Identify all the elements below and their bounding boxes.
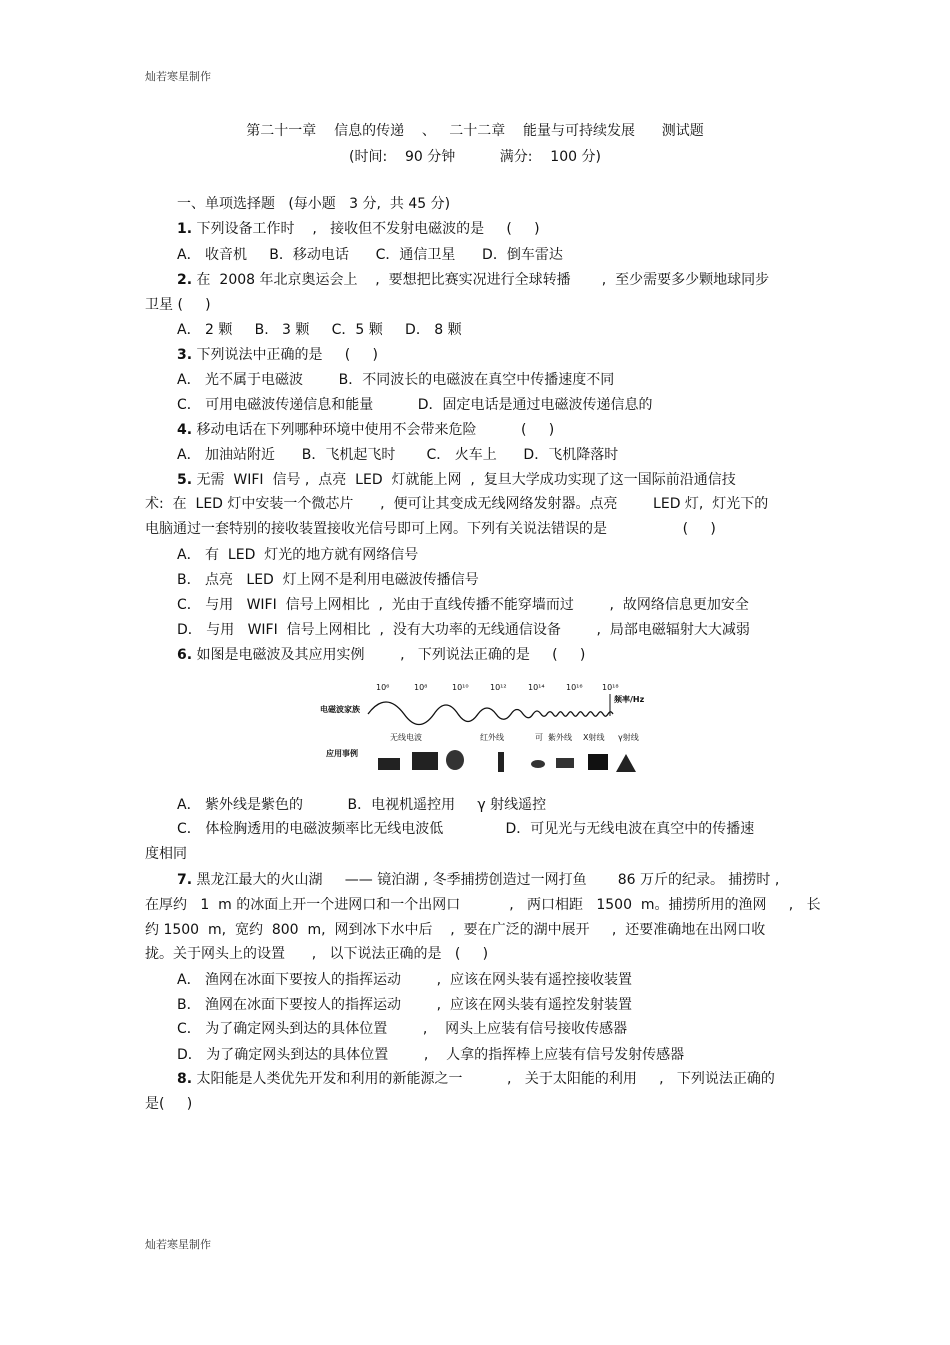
question-stem: 移动电话在下列哪种环境中使用不会带来危险 ( ) xyxy=(192,422,555,438)
question-6 xyxy=(177,646,585,664)
page-footer: 灿若寒星制作 xyxy=(145,1238,211,1251)
question-2-options: A． 2 颗 B. 3 颗 C．5 颗 D． 8 颗 xyxy=(177,322,462,338)
freq-label-6: 10¹⁶ xyxy=(566,683,583,692)
freq-label-1: 10⁶ xyxy=(376,683,390,692)
em-spectrum-diagram xyxy=(318,676,658,780)
question-1 xyxy=(177,220,540,238)
band-ir-label: 红外线 xyxy=(480,733,504,742)
question-number: 4. xyxy=(177,422,193,438)
question-stem: 下列设备工作时 , 接收但不发射电磁波的是 ( ) xyxy=(192,221,540,237)
question-8-stem-cont: 是( ) xyxy=(145,1096,193,1112)
question-7 xyxy=(177,871,779,889)
freq-label-4: 10¹² xyxy=(490,683,507,692)
question-5-stem-cont: 术: 在 LED 灯中安装一个微芯片 , 便可让其变成无线网络发射器。点亮 LED 灯, 灯光下的 xyxy=(145,496,769,512)
question-5-option-a: A． 有 LED 灯光的地方就有网络信号 xyxy=(177,547,419,563)
question-7-option-b: B． 渔网在冰面下要按人的指挥运动 , 应该在网头装有遥控发射装置 xyxy=(177,997,633,1013)
freq-label-2: 10⁸ xyxy=(414,683,428,692)
freq-label-7: 10¹⁸ xyxy=(602,683,619,692)
question-5-option-c: C． 与用 WIFI 信号上网相比 , 光由于直线传播不能穿墙而过 , 故网络信息更加安全 xyxy=(177,597,749,613)
document-subtitle: (时间: 90 分钟 满分: 100 分) xyxy=(349,149,601,165)
question-5-stem-cont: 电脑通过一套特别的接收装置接收光信号即可上网。下列有关说法错误的是 ( ) xyxy=(145,521,716,537)
question-stem: 在 2008 年北京奥运会上 , 要想把比赛实况进行全球转播 , 至少需要多少颗地球同步 xyxy=(192,272,770,288)
question-number: 3. xyxy=(177,347,193,363)
question-stem: 如图是电磁波及其应用实例 , 下列说法正确的是 ( ) xyxy=(192,647,586,663)
freq-label-5: 10¹⁴ xyxy=(528,683,545,692)
band-radio-label: 无线电波 xyxy=(390,733,422,742)
application-label: 应用事例 xyxy=(326,749,358,758)
family-label: 电磁波家族 xyxy=(320,705,360,714)
question-7-stem-cont: 在厚约 1 m 的冰面上开一个进网口和一个出网口 , 两口相距 1500 m。捕捞所用的渔网 , 长 xyxy=(145,897,821,913)
question-number: 6. xyxy=(177,647,193,663)
radio-icon xyxy=(378,758,400,770)
band-uv-label: 紫外线 xyxy=(548,733,572,742)
question-6-option-d-cont: 度相同 xyxy=(145,846,187,862)
question-4-options: A． 加油站附近 B．飞机起飞时 C． 火车上 D．飞机降落时 xyxy=(177,447,619,463)
uv-lamp-icon xyxy=(556,758,574,768)
question-7-option-a: A． 渔网在冰面下要按人的指挥运动 , 应该在网头装有遥控接收装置 xyxy=(177,972,632,988)
question-7-option-c: C． 为了确定网头到达的具体位置 , 网头上应装有信号接收传感器 xyxy=(177,1021,628,1037)
question-5-option-d: D． 与用 WIFI 信号上网相比 , 没有大功率的无线通信设备 , 局部电磁辐射大大减弱 xyxy=(177,622,750,638)
question-1-options: A． 收音机 B．移动电话 C．通信卫星 D．倒车雷达 xyxy=(177,247,563,263)
document-title: 第二十一章 信息的传递 、 二十二章 能量与可持续发展 测试题 xyxy=(246,123,704,139)
question-stem: 太阳能是人类优先开发和利用的新能源之一 , 关于太阳能的利用 , 下列说法正确的 xyxy=(192,1071,775,1087)
freq-unit-label: 频率/Hz xyxy=(614,695,645,704)
question-number: 5. xyxy=(177,472,193,488)
question-8 xyxy=(177,1070,775,1088)
question-number: 1. xyxy=(177,221,193,237)
band-xray-label: X射线 xyxy=(583,733,605,742)
question-4 xyxy=(177,421,554,439)
question-3-options-ab: A． 光不属于电磁波 B．不同波长的电磁波在真空中传播速度不同 xyxy=(177,372,615,388)
em-wave xyxy=(368,702,613,725)
band-visible-label: 可 xyxy=(535,733,543,742)
question-2-stem-cont: 卫星 ( ) xyxy=(145,297,211,313)
question-stem: 下列说法中正确的是 ( ) xyxy=(192,347,378,363)
question-3 xyxy=(177,346,378,364)
section-heading: 一、单项选择题 (每小题 3 分, 共 45 分) xyxy=(177,196,451,212)
question-number: 7. xyxy=(177,872,193,888)
question-3-options-cd: C． 可用电磁波传递信息和能量 D．固定电话是通过电磁波传递信息的 xyxy=(177,397,653,413)
question-number: 2. xyxy=(177,272,193,288)
question-6-options-ab: A． 紫外线是紫色的 B．电视机遥控用 γ 射线遥控 xyxy=(177,797,547,813)
tv-icon xyxy=(412,752,438,770)
remote-icon xyxy=(498,752,504,772)
freq-label-3: 10¹⁰ xyxy=(452,683,469,692)
question-5 xyxy=(177,471,736,489)
tree-icon xyxy=(446,750,464,770)
question-7-option-d: D． 为了确定网头到达的具体位置 , 人拿的指挥棒上应装有信号发射传感器 xyxy=(177,1047,685,1063)
page-header: 灿若寒星制作 xyxy=(145,70,211,83)
lamp-icon xyxy=(531,760,545,768)
question-6-options-cd: C． 体检胸透用的电磁波频率比无线电波低 D．可见光与无线电波在真空中的传播速 xyxy=(177,821,755,837)
band-gamma-label: γ射线 xyxy=(618,733,639,742)
question-2 xyxy=(177,271,769,289)
question-stem: 黑龙江最大的火山湖 —— 镜泊湖 , 冬季捕捞创造过一网打鱼 86 万斤的纪录。 捕捞时 , xyxy=(192,872,780,888)
question-7-stem-cont: 拢。关于网头上的设置 , 以下说法正确的是 ( ) xyxy=(145,946,489,962)
question-stem: 无需 WIFI 信号 , 点亮 LED 灯就能上网 , 复旦大学成功实现了这一国际前沿通信技 xyxy=(192,472,736,488)
xray-image-icon xyxy=(588,754,608,770)
question-5-option-b: B． 点亮 LED 灯上网不是利用电磁波传播信号 xyxy=(177,572,479,588)
question-number: 8. xyxy=(177,1071,193,1087)
question-7-stem-cont: 约 1500 m, 宽约 800 m, 网到冰下水中后 , 要在广泛的湖中展开 , 还要准确地在出网口收 xyxy=(145,922,766,938)
radiation-warning-icon xyxy=(616,754,636,772)
